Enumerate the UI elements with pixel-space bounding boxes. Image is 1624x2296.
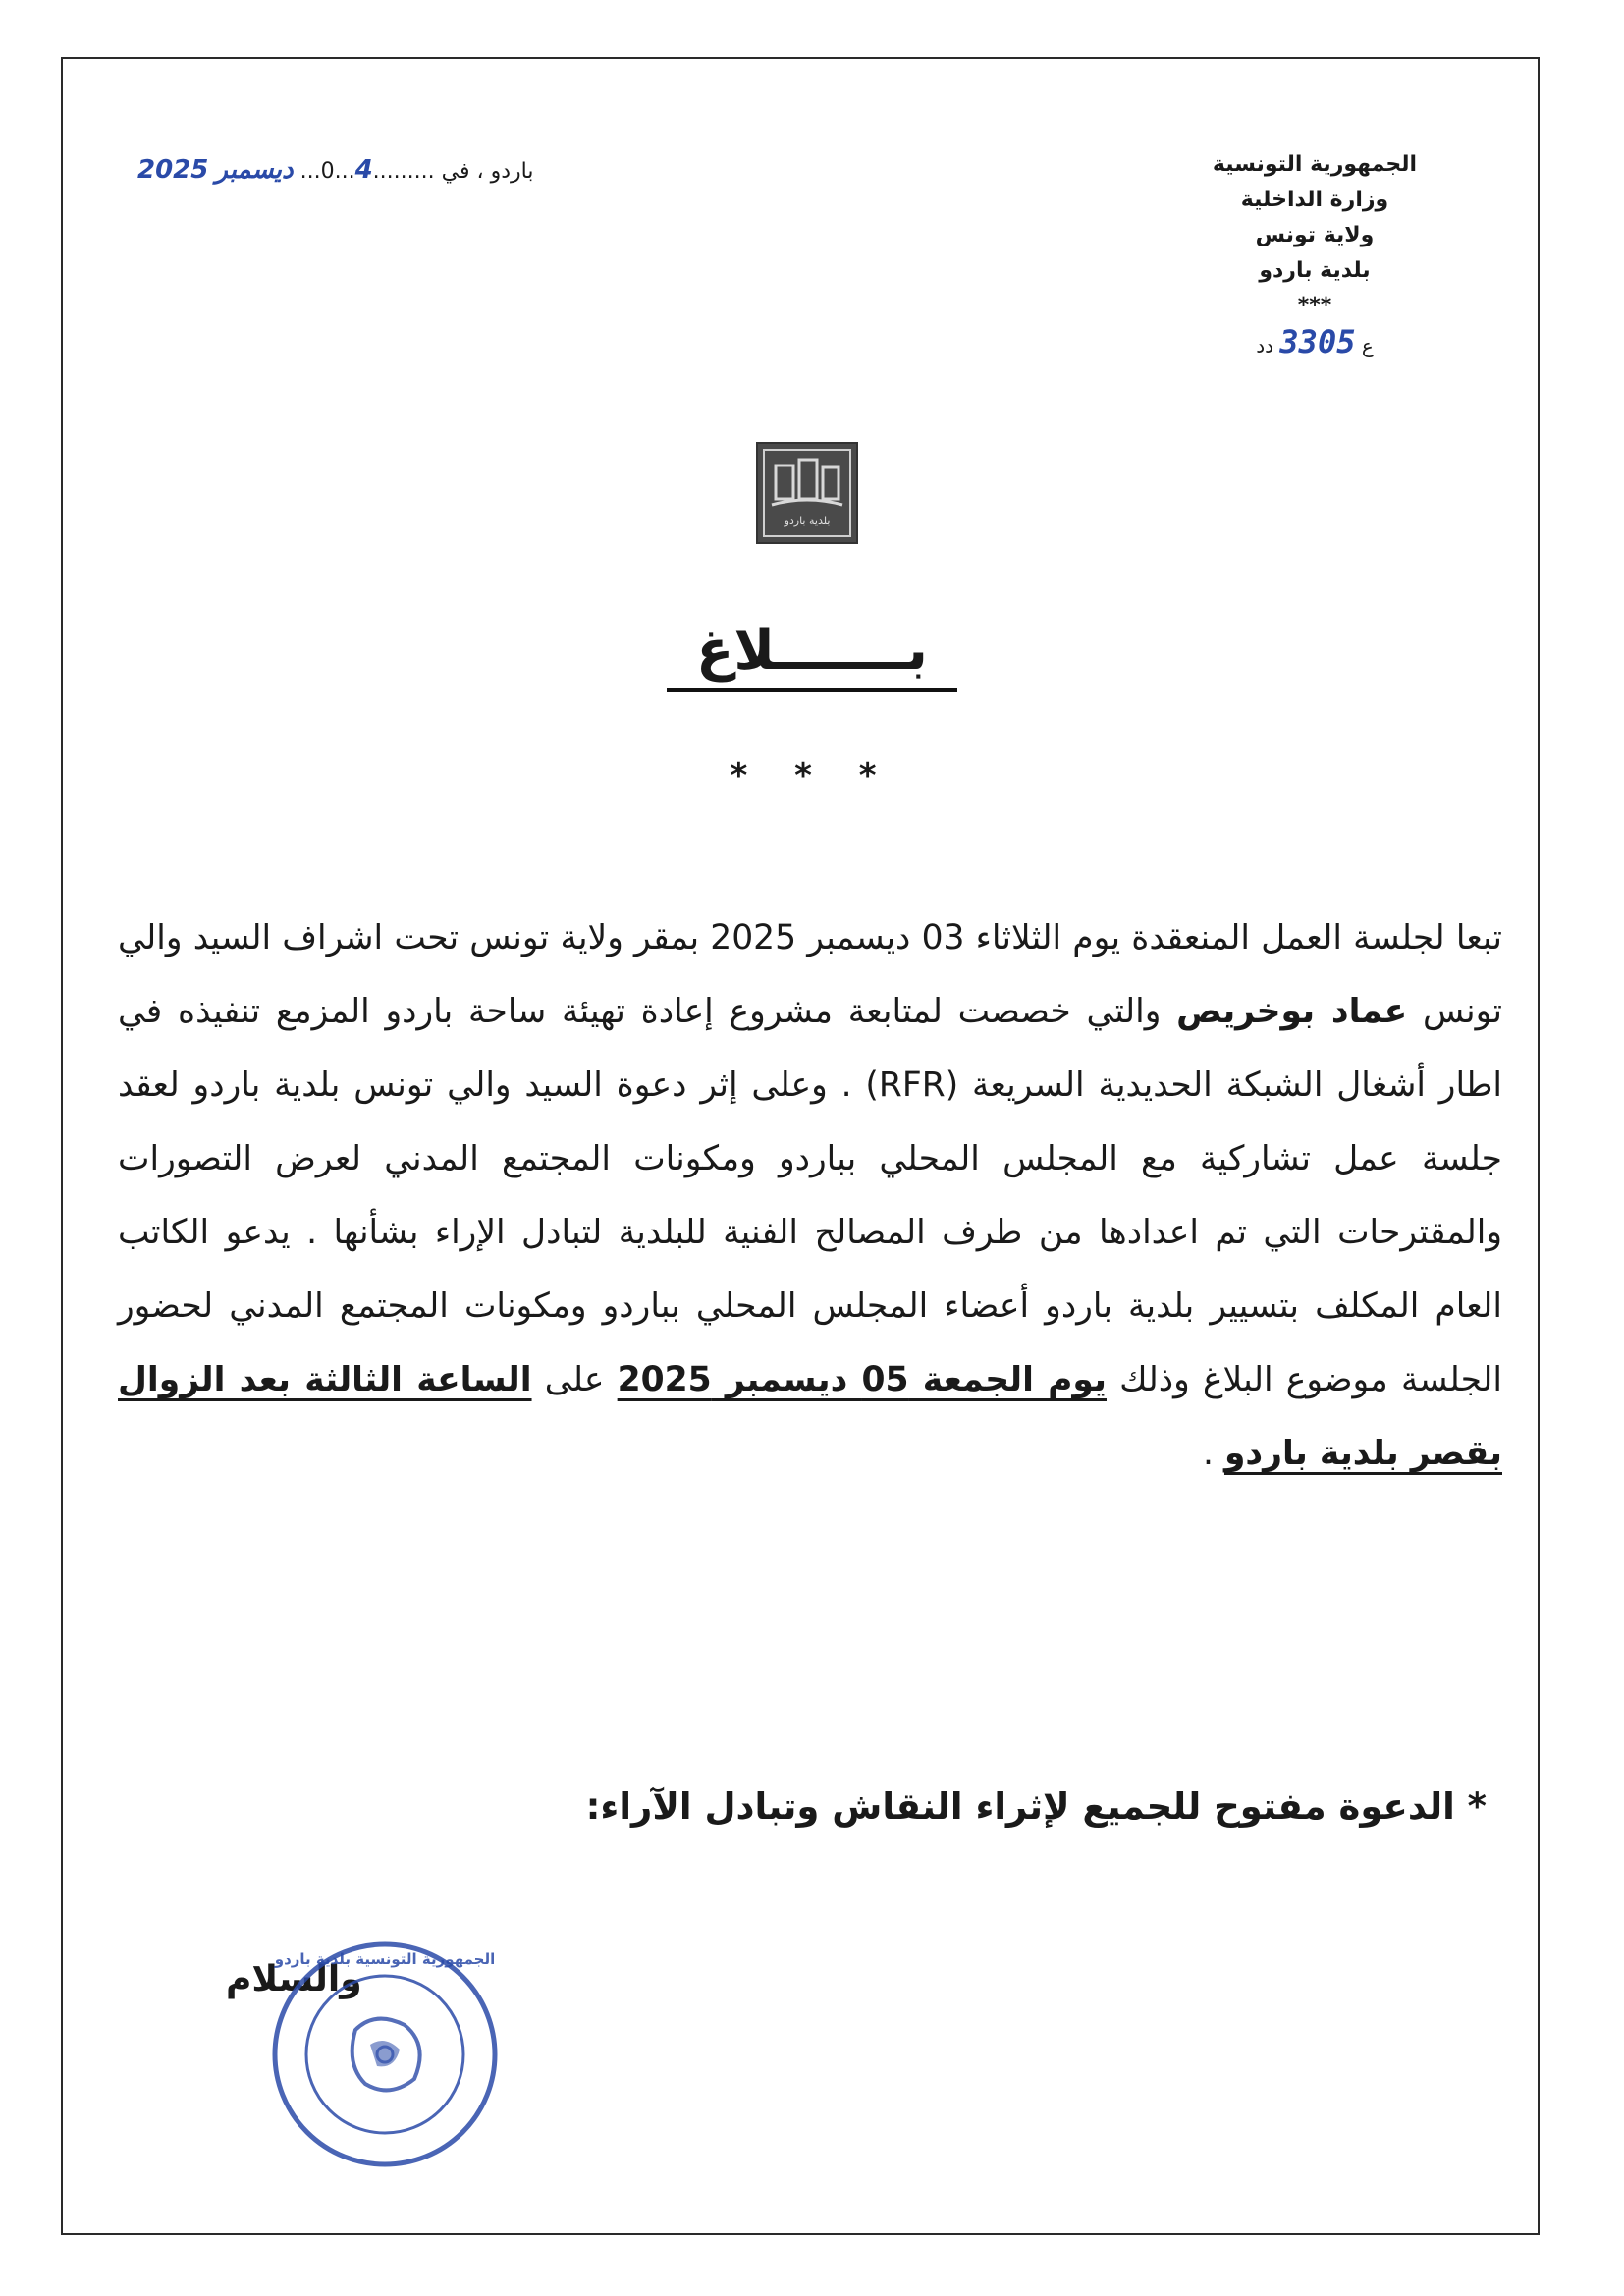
letterhead-governorate: ولاية تونس: [1255, 223, 1375, 247]
reference-suffix: دد: [1256, 334, 1274, 357]
date-line: باردو ، في .........4...0... ديسمبر 2025: [137, 155, 534, 185]
letterhead-separator: ***: [1297, 294, 1332, 318]
meeting-date: يوم الجمعة 05 ديسمبر 2025: [617, 1360, 1107, 1399]
date-month: ديسمبر: [215, 155, 294, 185]
date-day: 4: [354, 155, 373, 185]
announcement-body: [118, 902, 1502, 1491]
body-part1: تبعا لجلسة العمل المنعقدة يوم الثلاثاء 03 ديسمبر 2025 بمقر ولاية تونس تحت اشراف السيد والي تونس: [118, 918, 1503, 1031]
reference-prefix: ع: [1361, 334, 1374, 357]
meeting-time-place: الساعة الثالثة بعد الزوال بقصر بلدية باردو: [118, 1360, 1502, 1473]
body-connector: على: [544, 1360, 605, 1399]
official-stamp-icon: [267, 1937, 503, 2172]
stamp-text: الجمهورية التونسية بلدية باردو: [274, 1950, 496, 1968]
letterhead-municipality: بلدية باردو: [1259, 258, 1371, 283]
municipality-logo-icon: [756, 442, 858, 544]
letterhead-ministry: وزارة الداخلية: [1240, 188, 1389, 212]
reference-number: 3305: [1279, 323, 1356, 360]
reference-number-line: [1167, 324, 1462, 363]
municipality-logo-graphic: [758, 444, 856, 542]
date-year: 2025: [137, 155, 209, 185]
letterhead-country: الجمهورية التونسية: [1212, 152, 1418, 177]
body-part2: والتي خصصت لمتابعة مشروع إعادة تهيئة ساحة باردو المزمع تنفيذه في اطار أشغال الشبكة الحديدية السريعة (RFR) . وعلى إثر دعوة السيد والي تونس بلدية باردو لعقد جلسة عمل تشاركية مع المجلس المحلي بباردو ومكونات المجتمع المدني لعرض التصورات والمقترحات التي تم اعدادها من طرف المصالح الفنية للبلدية لتبادل الإراء بشأنها . يدعو الكاتب العام المكلف بتسيير بلدية باردو أعضاء المجلس المحلي بباردو ومكونات المجتمع المدني لحضور الجلسة موضوع البلاغ وذلك: [118, 992, 1503, 1399]
logo-caption: بلدية باردو: [784, 515, 831, 527]
document-title: [0, 619, 1624, 683]
title-separator: * * *: [730, 756, 894, 795]
closing-salutation: والسلام: [226, 1959, 362, 1999]
body-end: .: [1203, 1434, 1214, 1473]
stamp-graphic: [267, 1937, 503, 2172]
letterhead: [1167, 147, 1462, 363]
governor-name: عماد بوخريص: [1176, 992, 1408, 1031]
title-text: بـــــــلاغ: [667, 619, 957, 692]
open-invitation-note: * الدعوة مفتوح للجميع لإثراء النقاش وتبادل الآراء:: [585, 1785, 1487, 1828]
date-prefix: باردو ، في: [441, 159, 534, 184]
